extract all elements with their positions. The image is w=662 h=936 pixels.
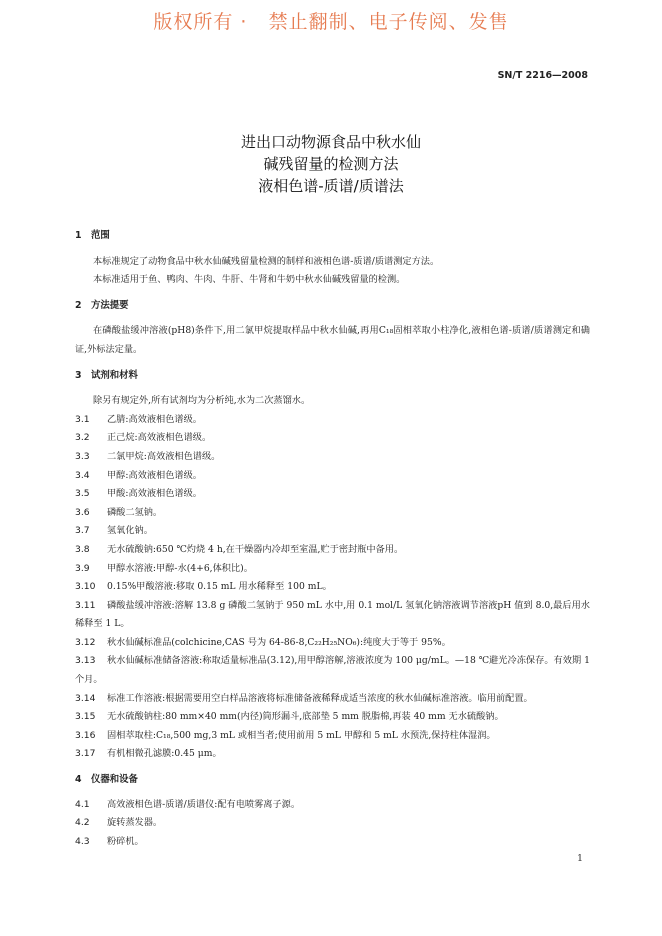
- document-body: [75, 227, 590, 851]
- list-item: [75, 833, 590, 852]
- list-item: [75, 411, 590, 430]
- list-item: [75, 814, 590, 833]
- item-text: 秋水仙碱标准品(colchicine,CAS 号为 64-86-8,C₂₂H₂₅NO₆):纯度大于等于 95%。: [107, 636, 451, 648]
- list-item: [75, 578, 590, 597]
- list-item: [75, 560, 590, 579]
- document-title: [0, 131, 662, 197]
- section-title: 范围: [91, 230, 110, 241]
- item-text: 固相萃取柱:C₁₈,500 mg,3 mL 或相当者;使用前用 5 mL 甲醇和 5 mL 水预洗,保持柱体湿润。: [107, 729, 496, 741]
- item-number: 3.12: [75, 636, 96, 648]
- item-text: 旋转蒸发器。: [107, 817, 163, 829]
- item-number: 3.6: [75, 506, 90, 518]
- section-heading: [75, 227, 590, 246]
- item-text: 甲醇:高效液相色谱级。: [107, 469, 202, 481]
- section-title: 方法提要: [91, 299, 129, 311]
- item-text: 标准工作溶液:根据需要用空白样品溶液将标准储备液稀释成适当浓度的秋水仙碱标准溶液。临用前配置。: [107, 692, 533, 704]
- section-heading: [75, 297, 590, 316]
- item-number: 3.14: [75, 692, 96, 704]
- section-scope: [75, 227, 590, 290]
- item-text: 乙腈:高效液相色谱级。: [107, 413, 202, 425]
- list-item: [75, 485, 590, 504]
- paragraph: 在磷酸盐缓冲溶液(pH8)条件下,用二氯甲烷提取样品中秋水仙碱,再用C₁₈固相萃取小柱净化,液相色谱-质谱/质谱测定和确证,外标法定量。: [75, 325, 590, 355]
- list-item: [75, 597, 590, 634]
- list-item: [75, 522, 590, 541]
- item-number: 3.8: [75, 543, 90, 555]
- section-number: 1: [75, 230, 82, 241]
- standard-code: SN/T 2216—2008: [497, 70, 588, 81]
- paragraph: 除另有规定外,所有试剂均为分析纯,水为二次蒸馏水。: [93, 395, 311, 407]
- section-reagents: [75, 367, 590, 764]
- list-item: [75, 634, 590, 653]
- item-text: 正己烷:高效液相色谱级。: [107, 432, 212, 444]
- item-text: 无水硫酸钠:650 ℃灼烧 4 h,在干燥器内冷却至室温,贮于密封瓶中备用。: [107, 543, 404, 555]
- item-text: 秋水仙碱标准储备溶液:称取适量标准品(3.12),用甲醇溶解,溶液浓度为 100 μg/mL。—18 ℃避光冷冻保存。有效期 1 个月。: [75, 655, 590, 686]
- item-number: 3.9: [75, 562, 90, 574]
- section-number: 2: [75, 299, 82, 311]
- list-item: [75, 467, 590, 486]
- item-text: 高效液相色谱-质谱/质谱仪:配有电喷雾离子源。: [107, 798, 301, 810]
- item-number: 4.2: [75, 817, 90, 829]
- list-item: [75, 745, 590, 764]
- list-item: [75, 708, 590, 727]
- item-number: 3.7: [75, 525, 90, 537]
- list-item: [75, 727, 590, 746]
- list-item: [75, 504, 590, 523]
- section-title: 仪器和设备: [91, 774, 138, 786]
- item-text: 粉碎机。: [107, 835, 144, 847]
- title-line-3: 液相色谱-质谱/质谱法: [258, 177, 404, 195]
- page-number: 1: [576, 853, 583, 864]
- paragraph: 本标准规定了动物食品中秋水仙碱残留量检测的制样和液相色谱-质谱/质谱测定方法。: [93, 255, 440, 267]
- section-heading: [75, 367, 590, 386]
- item-text: 甲醇水溶液:甲醇-水(4+6,体积比)。: [107, 562, 253, 574]
- section-number: 4: [75, 774, 82, 786]
- list-item: [75, 652, 590, 689]
- paragraph: 本标准适用于鱼、鸭肉、牛肉、牛肝、牛肾和牛奶中秋水仙碱残留量的检测。: [93, 274, 406, 286]
- item-text: 有机相微孔滤膜:0.45 μm。: [107, 748, 222, 760]
- list-item: [75, 429, 590, 448]
- section-method-summary: [75, 297, 590, 360]
- list-item: [75, 690, 590, 709]
- item-number: 3.10: [75, 581, 96, 593]
- list-item: [75, 541, 590, 560]
- item-number: 3.11: [75, 599, 96, 611]
- section-title: 试剂和材料: [91, 369, 138, 381]
- section-heading: [75, 771, 590, 790]
- section-apparatus: [75, 771, 590, 851]
- item-text: 甲酸:高效液相色谱级。: [107, 488, 202, 500]
- item-number: 3.3: [75, 450, 90, 462]
- item-number: 3.17: [75, 748, 96, 760]
- title-line-2: 碱残留量的检测方法: [263, 155, 399, 173]
- copyright-watermark: 版权所有 · 禁止翻制、电子传阅、发售: [153, 11, 509, 33]
- item-number: 3.4: [75, 469, 90, 481]
- list-item: [75, 796, 590, 815]
- item-number: 3.1: [75, 413, 90, 425]
- item-number: 3.16: [75, 729, 96, 741]
- title-line-1: 进出口动物源食品中秋水仙: [240, 133, 421, 151]
- item-text: 二氯甲烷:高效液相色谱级。: [107, 450, 221, 462]
- item-text: 氢氧化钠。: [107, 525, 153, 537]
- item-text: 无水硫酸钠柱:80 mm×40 mm(内径)筒形漏斗,底部垫 5 mm 脱脂棉,再装 40 mm 无水硫酸钠。: [107, 711, 504, 723]
- item-number: 4.3: [75, 835, 90, 847]
- item-number: 3.13: [75, 655, 96, 667]
- item-text: 磷酸二氢钠。: [107, 506, 163, 518]
- list-item: [75, 448, 590, 467]
- item-number: 3.5: [75, 488, 90, 500]
- item-text: 磷酸盐缓冲溶液:溶解 13.8 g 磷酸二氢钠于 950 mL 水中,用 0.1 mol/L 氢氧化钠溶液调节溶液pH 值到 8.0,最后用水稀释至 1 L。: [75, 599, 590, 630]
- item-number: 4.1: [75, 798, 90, 810]
- item-number: 3.15: [75, 711, 96, 723]
- section-number: 3: [75, 369, 82, 381]
- item-number: 3.2: [75, 432, 90, 444]
- item-text: 0.15%甲酸溶液:移取 0.15 mL 用水稀释至 100 mL。: [107, 581, 332, 593]
